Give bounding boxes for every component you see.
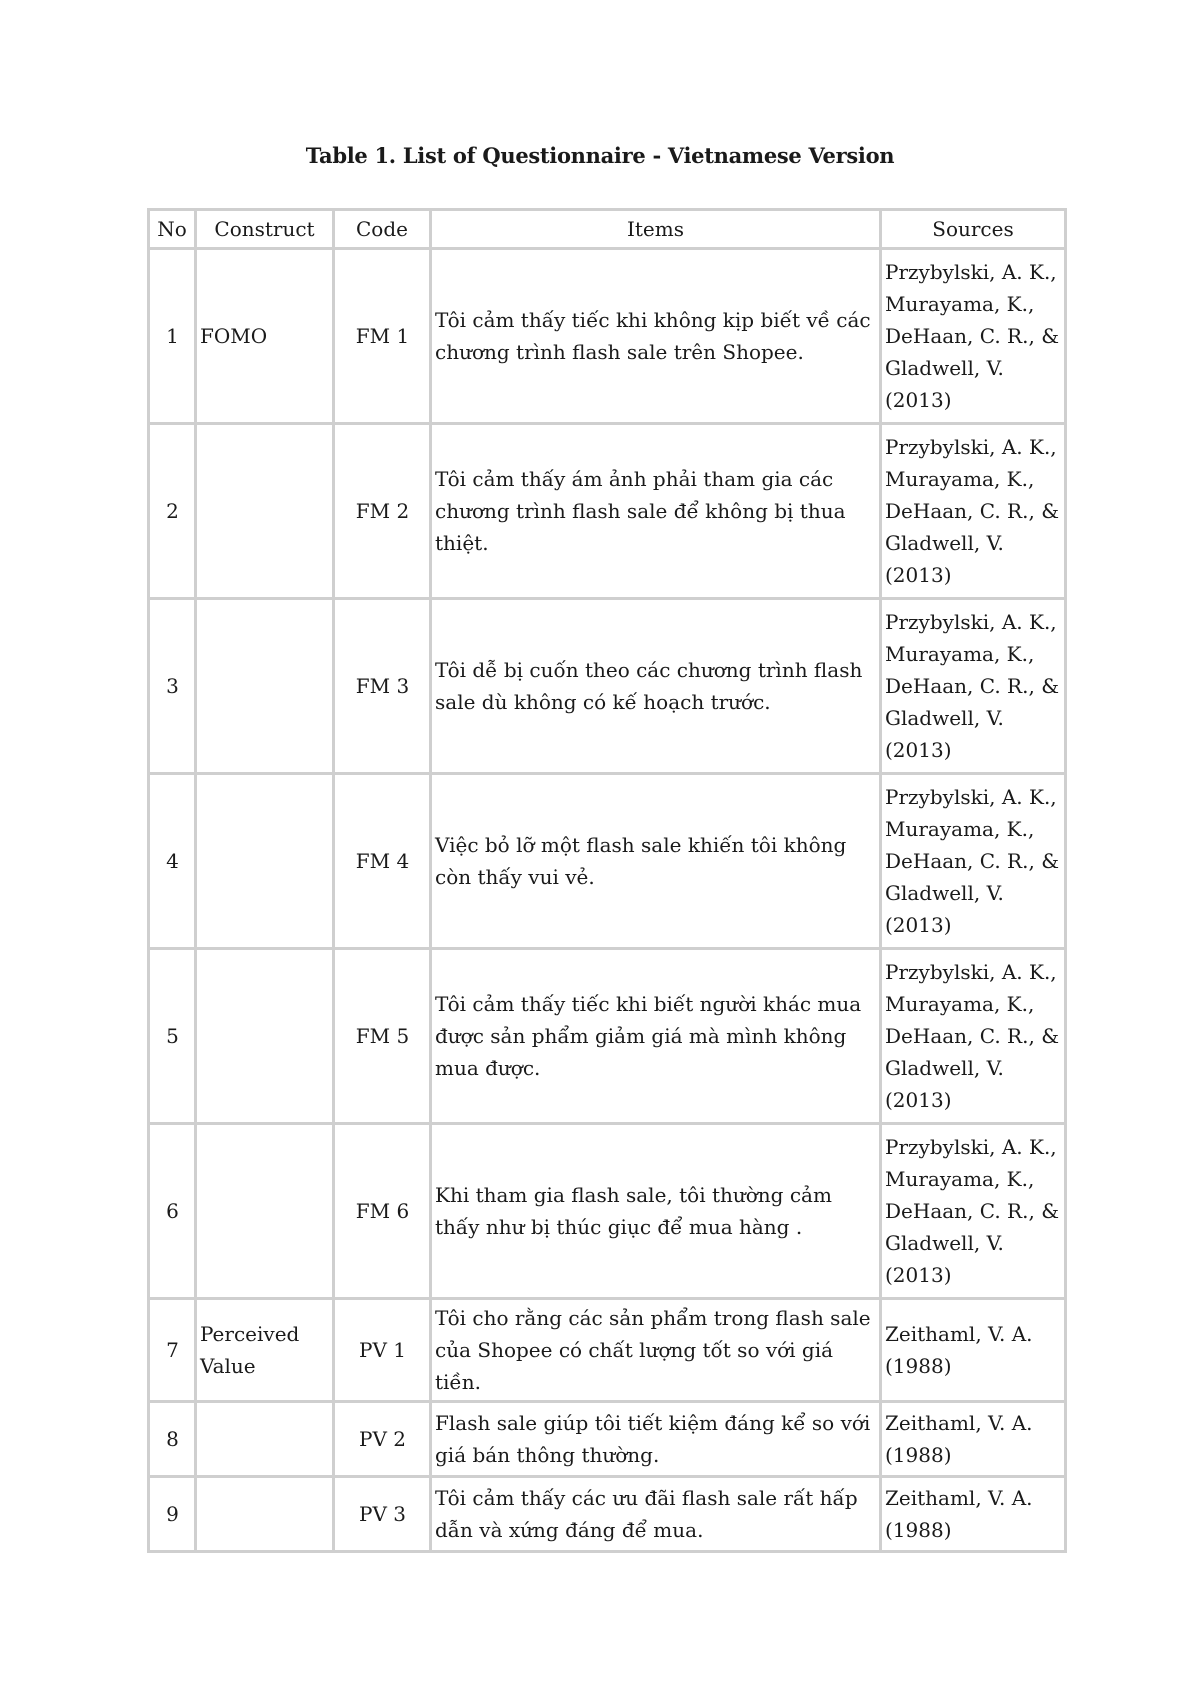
table-row — [149, 1124, 1066, 1299]
cell-no: 3 — [149, 599, 196, 774]
table-header-row — [149, 210, 1066, 249]
cell-construct — [196, 774, 334, 949]
table-row — [149, 949, 1066, 1124]
cell-item: Flash sale giúp tôi tiết kiệm đáng kể so với giá bán thông thường. — [431, 1402, 881, 1477]
cell-code: FM 6 — [334, 1124, 431, 1299]
cell-construct — [196, 949, 334, 1124]
header-sources: Sources — [881, 210, 1066, 249]
cell-source: Przybylski, A. K., Murayama, K., DeHaan, C. R., & Gladwell, V. (2013) — [881, 949, 1066, 1124]
cell-code: FM 3 — [334, 599, 431, 774]
cell-source: Zeithaml, V. A. (1988) — [881, 1299, 1066, 1402]
cell-code: PV 1 — [334, 1299, 431, 1402]
table-row — [149, 599, 1066, 774]
header-code: Code — [334, 210, 431, 249]
table-row — [149, 249, 1066, 424]
header-no: No — [149, 210, 196, 249]
cell-item: Việc bỏ lỡ một flash sale khiến tôi không còn thấy vui vẻ. — [431, 774, 881, 949]
questionnaire-table — [147, 208, 1067, 1553]
cell-item: Khi tham gia flash sale, tôi thường cảm thấy như bị thúc giục để mua hàng . — [431, 1124, 881, 1299]
cell-no: 1 — [149, 249, 196, 424]
cell-item: Tôi cảm thấy tiếc khi biết người khác mua được sản phẩm giảm giá mà mình không mua được. — [431, 949, 881, 1124]
cell-no: 8 — [149, 1402, 196, 1477]
cell-item: Tôi cảm thấy ám ảnh phải tham gia các chương trình flash sale để không bị thua thiệt. — [431, 424, 881, 599]
cell-source: Zeithaml, V. A. (1988) — [881, 1402, 1066, 1477]
cell-construct — [196, 424, 334, 599]
header-construct: Construct — [196, 210, 334, 249]
cell-source: Przybylski, A. K., Murayama, K., DeHaan, C. R., & Gladwell, V. (2013) — [881, 599, 1066, 774]
cell-item: Tôi cảm thấy các ưu đãi flash sale rất hấp dẫn và xứng đáng để mua. — [431, 1477, 881, 1552]
cell-code: FM 4 — [334, 774, 431, 949]
cell-source: Przybylski, A. K., Murayama, K., DeHaan, C. R., & Gladwell, V. (2013) — [881, 1124, 1066, 1299]
cell-source: Przybylski, A. K., Murayama, K., DeHaan, C. R., & Gladwell, V. (2013) — [881, 774, 1066, 949]
table-row — [149, 1299, 1066, 1402]
cell-code: FM 1 — [334, 249, 431, 424]
cell-no: 5 — [149, 949, 196, 1124]
cell-code: FM 5 — [334, 949, 431, 1124]
cell-construct: FOMO — [196, 249, 334, 424]
cell-code: PV 2 — [334, 1402, 431, 1477]
cell-no: 4 — [149, 774, 196, 949]
cell-construct — [196, 599, 334, 774]
cell-no: 6 — [149, 1124, 196, 1299]
cell-construct — [196, 1477, 334, 1552]
header-items: Items — [431, 210, 881, 249]
cell-construct: Perceived Value — [196, 1299, 334, 1402]
cell-no: 7 — [149, 1299, 196, 1402]
cell-construct — [196, 1402, 334, 1477]
table-row — [149, 1477, 1066, 1552]
cell-no: 2 — [149, 424, 196, 599]
cell-source: Przybylski, A. K., Murayama, K., DeHaan, C. R., & Gladwell, V. (2013) — [881, 249, 1066, 424]
cell-item: Tôi dễ bị cuốn theo các chương trình flash sale dù không có kế hoạch trước. — [431, 599, 881, 774]
cell-construct — [196, 1124, 334, 1299]
table-row — [149, 424, 1066, 599]
cell-code: FM 2 — [334, 424, 431, 599]
cell-code: PV 3 — [334, 1477, 431, 1552]
table-title: Table 1. List of Questionnaire - Vietnamese Version — [305, 143, 895, 168]
cell-no: 9 — [149, 1477, 196, 1552]
cell-item: Tôi cảm thấy tiếc khi không kịp biết về các chương trình flash sale trên Shopee. — [431, 249, 881, 424]
cell-item: Tôi cho rằng các sản phẩm trong flash sale của Shopee có chất lượng tốt so với giá tiền. — [431, 1299, 881, 1402]
table-row — [149, 774, 1066, 949]
cell-source: Zeithaml, V. A. (1988) — [881, 1477, 1066, 1552]
table-row — [149, 1402, 1066, 1477]
cell-source: Przybylski, A. K., Murayama, K., DeHaan, C. R., & Gladwell, V. (2013) — [881, 424, 1066, 599]
